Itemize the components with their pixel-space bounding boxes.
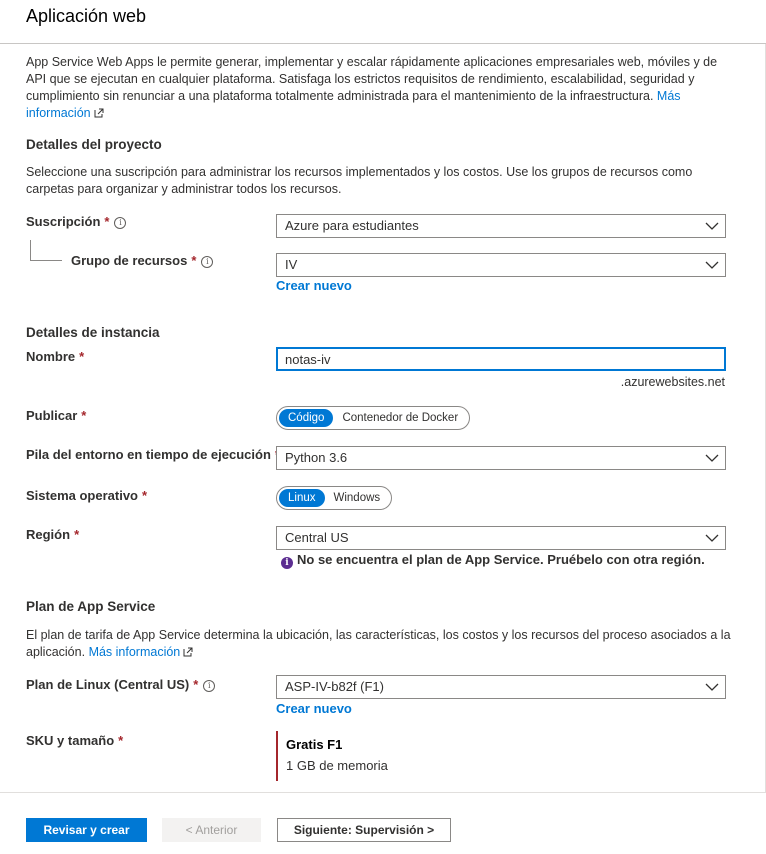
- region-warning: [281, 552, 705, 569]
- review-create-button[interactable]: Revisar y crear: [26, 818, 147, 842]
- intro-more-info-label: Más información: [26, 89, 681, 120]
- next-button[interactable]: Siguiente: Supervisión >: [277, 818, 451, 842]
- plan-title: Plan de App Service: [26, 599, 156, 614]
- sku-name: Gratis F1: [286, 737, 343, 752]
- name-label-text: Nombre: [26, 349, 76, 364]
- linux-plan-value: ASP-IV-b82f (F1): [285, 679, 384, 694]
- plan-description-text: El plan de tarifa de App Service determina la ubicación, las características, los costos y los recursos del proceso asociados a la aplicación.: [26, 628, 731, 659]
- resource-group-value: IV: [285, 257, 298, 272]
- form-pane: [0, 44, 766, 792]
- region-label: [26, 527, 79, 542]
- chevron-down-icon: [705, 531, 719, 545]
- region-dropdown[interactable]: [276, 526, 726, 550]
- runtime-dropdown[interactable]: [276, 446, 726, 470]
- publish-label-text: Publicar: [26, 408, 78, 423]
- required-asterisk: *: [118, 733, 124, 748]
- instance-details-title: Detalles de instancia: [26, 325, 160, 340]
- runtime-value: Python 3.6: [285, 450, 348, 465]
- external-link-icon: [183, 647, 193, 657]
- region-value: Central US: [285, 530, 349, 545]
- os-option-windows[interactable]: Windows: [333, 492, 381, 504]
- plan-more-info-label: Más información: [88, 645, 181, 659]
- subscription-dropdown[interactable]: [276, 214, 726, 238]
- previous-button[interactable]: < Anterior: [162, 818, 261, 842]
- required-asterisk: *: [104, 214, 110, 229]
- name-input[interactable]: [277, 348, 725, 370]
- sku-summary[interactable]: [276, 731, 388, 781]
- tree-connector: [30, 240, 62, 261]
- publish-option-docker[interactable]: Contenedor de Docker: [342, 412, 459, 424]
- intro-text: App Service Web Apps le permite generar, implementar y escalar rápidamente aplicaciones empresariales web, móviles y de API que se ejecutan en cualquier plataforma. Satisfaga los estrictos requisitos de rendimiento, escalabilidad, seguridad y cumplimiento sin renunciar a una plataforma totalmente administrada para el mantenimiento de la infraestructura.: [26, 55, 718, 103]
- info-icon[interactable]: i: [203, 680, 215, 692]
- sku-label: [26, 733, 123, 748]
- os-toggle[interactable]: [276, 486, 392, 510]
- required-asterisk: *: [74, 527, 80, 542]
- resource-group-label-text: Grupo de recursos: [71, 253, 188, 268]
- subscription-value: Azure para estudiantes: [285, 218, 419, 233]
- required-asterisk: *: [193, 677, 199, 692]
- external-link-icon: [94, 108, 104, 118]
- chevron-down-icon: [705, 258, 719, 272]
- plan-more-info-link[interactable]: [89, 645, 194, 659]
- chevron-down-icon: [705, 219, 719, 233]
- required-asterisk: *: [79, 349, 85, 364]
- info-circle-icon: i: [281, 557, 293, 569]
- required-asterisk: *: [142, 488, 148, 503]
- linux-plan-dropdown[interactable]: [276, 675, 726, 699]
- name-label: [26, 349, 84, 364]
- chevron-down-icon: [705, 451, 719, 465]
- plan-description: [26, 627, 736, 661]
- page-title: Aplicación web: [26, 6, 147, 26]
- required-asterisk: *: [81, 408, 87, 423]
- info-icon[interactable]: i: [114, 217, 126, 229]
- subscription-label-text: Suscripción: [26, 214, 101, 229]
- sku-memory: 1 GB de memoria: [286, 758, 388, 773]
- info-icon[interactable]: i: [201, 256, 213, 268]
- subscription-label: [26, 214, 126, 229]
- resource-group-dropdown[interactable]: [276, 253, 726, 277]
- os-option-linux[interactable]: Linux: [279, 489, 325, 507]
- sku-label-text: SKU y tamaño: [26, 733, 115, 748]
- linux-plan-label-text: Plan de Linux (Central US): [26, 677, 190, 692]
- create-resource-group-link[interactable]: Crear nuevo: [276, 278, 352, 293]
- linux-plan-label: [26, 677, 215, 692]
- project-details-title: Detalles del proyecto: [26, 137, 162, 152]
- create-plan-link[interactable]: Crear nuevo: [276, 701, 352, 716]
- publish-label: [26, 408, 86, 423]
- region-label-text: Región: [26, 527, 71, 542]
- chevron-down-icon: [705, 680, 719, 694]
- publish-option-code[interactable]: Código: [279, 409, 333, 427]
- blade-header: [0, 0, 766, 44]
- name-textbox[interactable]: [276, 347, 726, 371]
- resource-group-label: [71, 253, 213, 268]
- publish-toggle[interactable]: [276, 406, 470, 430]
- region-warning-text: No se encuentra el plan de App Service. Pruébelo con otra región.: [297, 552, 705, 567]
- os-label-text: Sistema operativo: [26, 488, 138, 503]
- runtime-label: [26, 447, 280, 462]
- os-label: [26, 488, 147, 503]
- intro-paragraph: [26, 54, 736, 122]
- project-description: Seleccione una suscripción para administrar los recursos implementados y los costos. Use los grupos de recursos como carpetas para organizar y administrar todos los recursos.: [26, 165, 693, 196]
- runtime-label-text: Pila del entorno en tiempo de ejecución: [26, 447, 271, 462]
- footer-bar: [0, 792, 766, 854]
- domain-suffix: .azurewebsites.net: [620, 375, 725, 389]
- required-asterisk: *: [191, 253, 197, 268]
